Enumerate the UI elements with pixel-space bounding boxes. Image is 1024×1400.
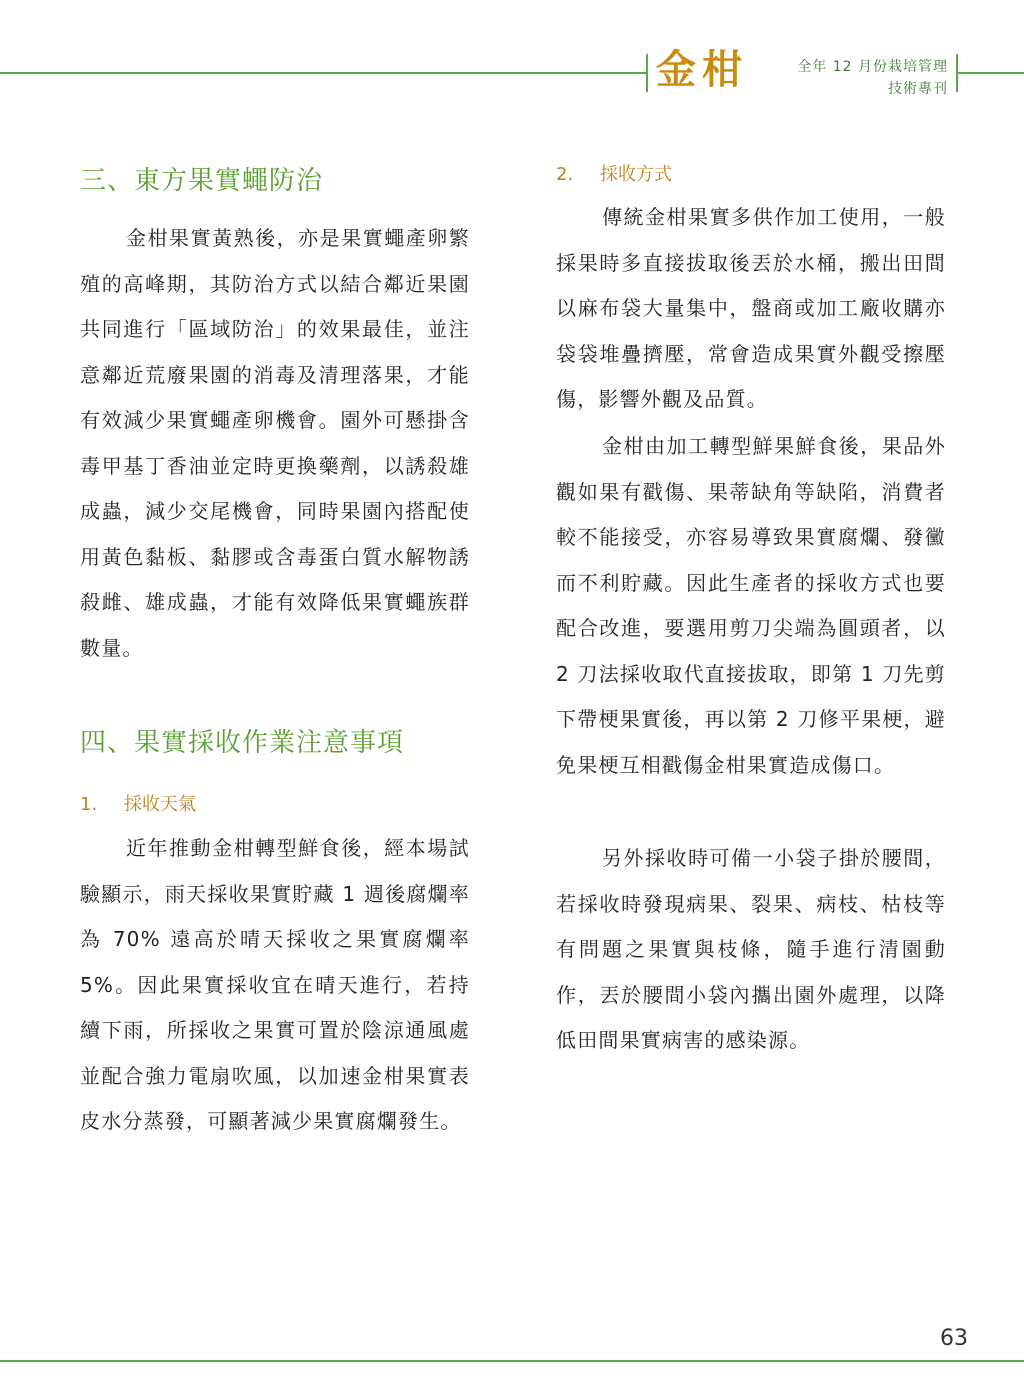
section3-title: 三、東方果實蠅防治 xyxy=(80,166,324,196)
subsection2-paragraph-2: 金柑由加工轉型鮮果鮮食後，果品外觀如果有戳傷、果蒂缺角等缺陷，消費者較不能接受，亦容易導致果實腐爛、發黴而不利貯藏。因此生產者的採收方式也要配合改進，要選用剪刀尖端為圓頭者，以 2 刀法採收取代直接拔取，即第 1 刀先剪下帶梗果實後，再以第 2 刀修平果梗，避免果梗互相戳傷金柑果實造成傷口。 xyxy=(556,434,946,777)
header-subtitle-line2: 技術專刊 xyxy=(888,81,948,97)
subsection1-number: 1. xyxy=(80,794,98,815)
subsection2-paragraph-3: 另外採收時可備一小袋子掛於腰間，若採收時發現病果、裂果、病枝、枯枝等有問題之果實與枝條，隨手進行清園動作，丟於腰間小袋內攜出園外處理，以降低田間果實病害的感染源。 xyxy=(556,846,946,1052)
page-number: 63 xyxy=(940,1326,968,1351)
subsection1-heading xyxy=(80,790,196,816)
subsection2-paragraph-1: 傳統金柑果實多供作加工使用，一般採果時多直接拔取後丟於水桶，搬出田間以麻布袋大量集中，盤商或加工廠收購亦袋袋堆疊擠壓，常會造成果實外觀受擦壓傷，影響外觀及品質。 xyxy=(556,205,946,411)
header-rule-right xyxy=(958,72,1024,74)
subsection2-number: 2. xyxy=(556,164,574,185)
footer-rule xyxy=(0,1360,1024,1362)
section3-paragraph: 金柑果實黃熟後，亦是果實蠅產卵繁殖的高峰期，其防治方式以結合鄰近果園共同進行「區域防治」的效果最佳，並注意鄰近荒廢果園的消毒及清理落果，才能有效減少果實蠅產卵機會。園外可懸掛含毒甲基丁香油並定時更換藥劑，以誘殺雄成蟲，減少交尾機會，同時果園內搭配使用黃色黏板、黏膠或含毒蛋白質水解物誘殺雌、雄成蟲，才能有效降低果實蠅族群數量。 xyxy=(80,226,470,660)
subsection2-title: 採收方式 xyxy=(600,164,672,185)
subsection1-title: 採收天氣 xyxy=(124,794,196,815)
subsection1-paragraph: 近年推動金柑轉型鮮食後，經本場試驗顯示，雨天採收果實貯藏 1 週後腐爛率為 70% 遠高於晴天採收之果實腐爛率 5%。因此果實採收宜在晴天進行，若持續下雨，所採收之果實可置於陰涼通風處並配合強力電扇吹風，以加速金柑果實表皮水分蒸發，可顯著減少果實腐爛發生。 xyxy=(80,836,470,1133)
header-rule-left xyxy=(0,72,648,74)
header-subtitle-line1: 全年 12 月份栽培管理 xyxy=(797,59,948,75)
section4-title: 四、果實採收作業注意事項 xyxy=(80,728,405,758)
header-divider-left xyxy=(646,54,648,92)
header-title: 金柑 xyxy=(656,46,748,93)
subsection2-heading xyxy=(556,160,672,186)
